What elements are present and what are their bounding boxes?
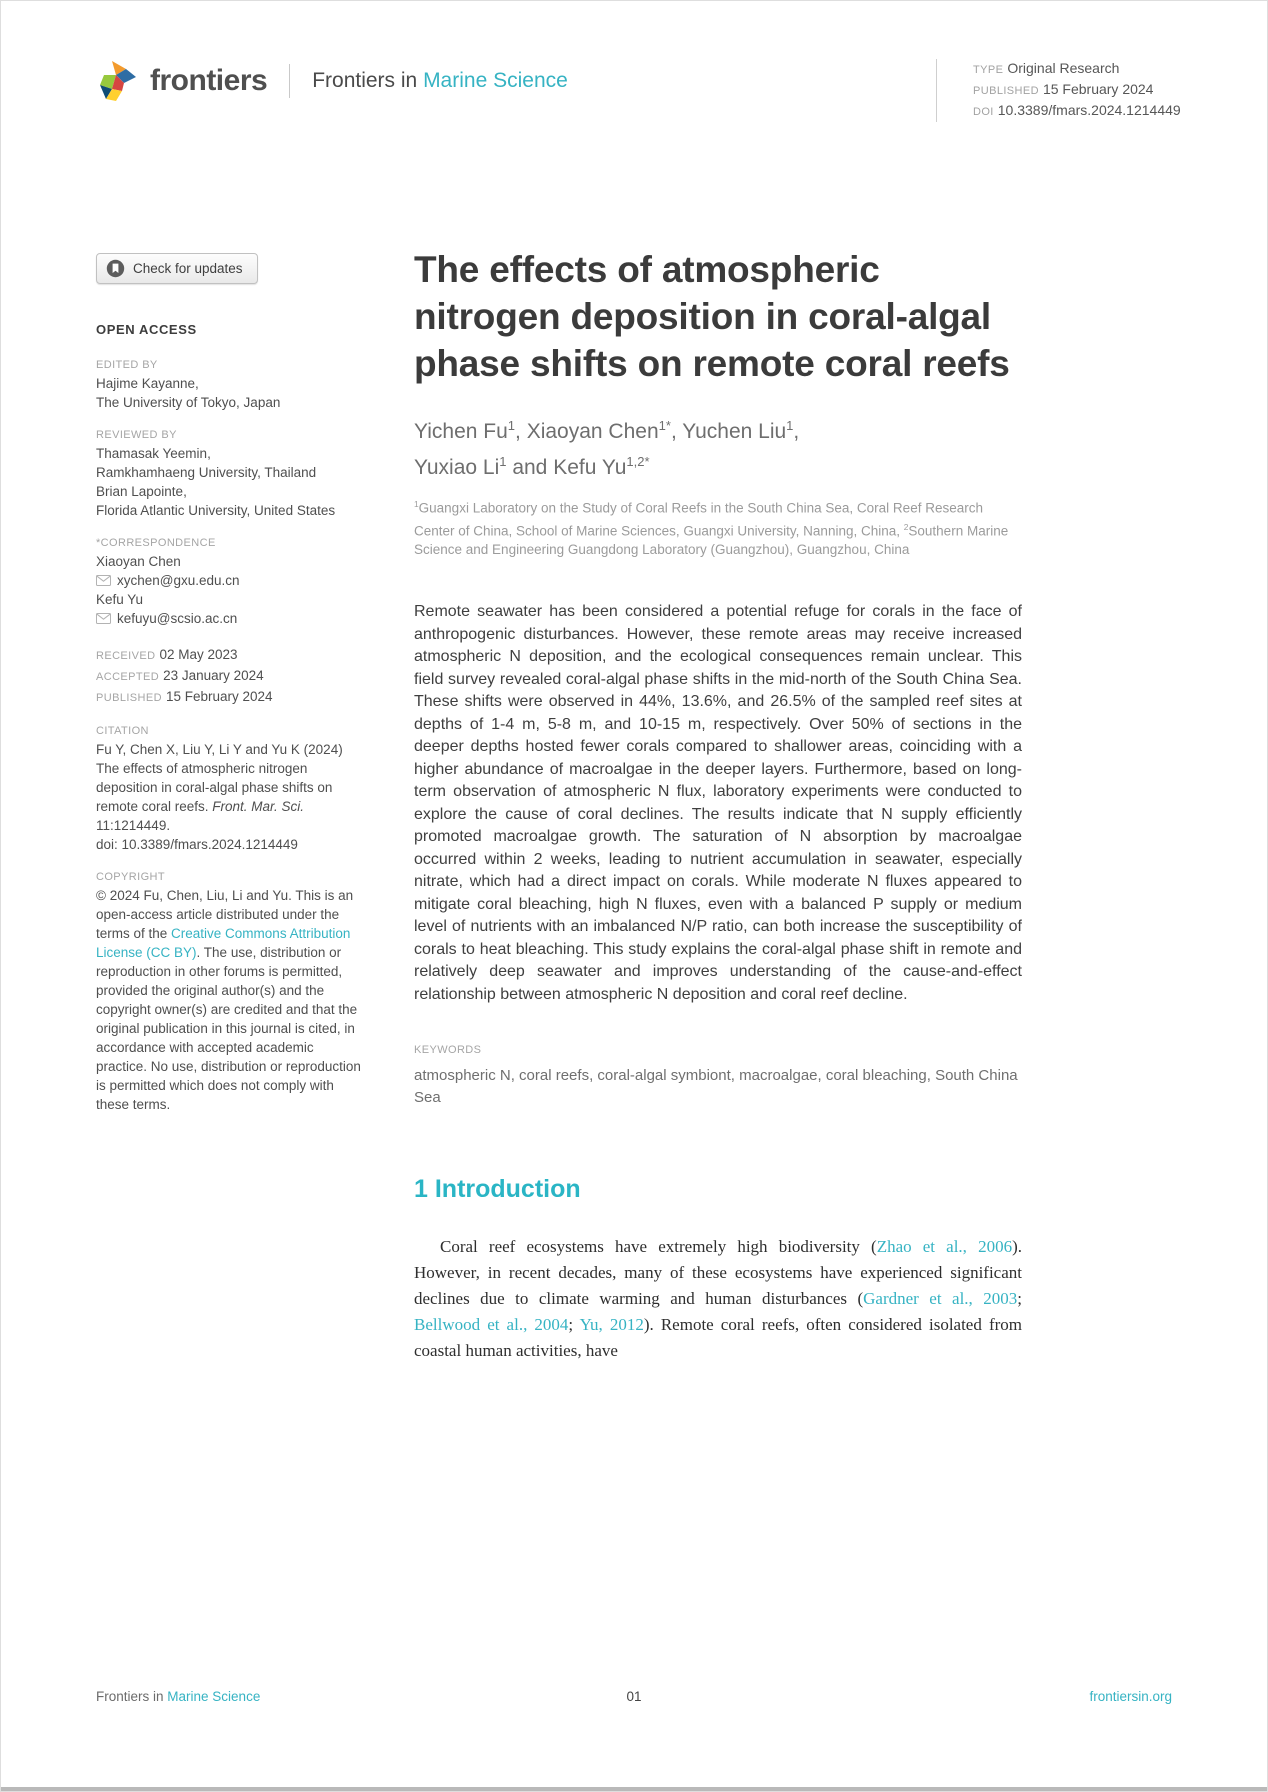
meta-published-row [973,80,1181,101]
text-run: 1 [786,418,794,433]
text-run: ). However, in recent decades, many of these ecosystems have experienced significant declines due to climate warming and human disturbances ( [414,1237,1022,1308]
copyright-text [96,886,366,1114]
author-list [414,411,1022,483]
page-number: 01 [626,1689,642,1704]
correspondent-email[interactable]: xychen@gxu.edu.cn [117,573,240,588]
dates-block [96,645,366,708]
crossmark-icon [106,259,125,278]
received-row [96,645,366,666]
copyright-label: COPYRIGHT [96,871,165,883]
keywords-text: atmospheric N, coral reefs, coral-algal symbiont, macroalgae, coral bleaching, South China Sea [414,1067,1018,1106]
text-run: Southern Marine Science and Engineering Guangdong Laboratory (Guangzhou), Guangzhou, China [414,523,1009,557]
text-run: Yuxiao Li [414,456,500,479]
envelope-icon [96,613,111,624]
correspondence-block [96,537,366,628]
journal-name: Marine Science [423,69,568,92]
introduction-heading: 1 Introduction [414,1175,581,1203]
cc-by-license-link[interactable]: Creative Commons Attribution License (CC BY) [96,926,351,960]
reviewer-affiliation: Florida Atlantic University, United States [96,503,336,518]
check-for-updates-label: Check for updates [133,261,243,276]
text-run: 2 [903,521,909,532]
received-label: RECEIVED [96,650,156,662]
published-label: PUBLISHED [96,692,162,704]
text-run: 1,2* [626,454,650,469]
received-date: 02 May 2023 [159,647,238,662]
meta-doi-row [973,101,1181,122]
reviewer-name: Thamasak Yeemin, [96,446,211,461]
article-meta-block [936,59,1181,122]
frontiers-brand [96,59,568,103]
edited-by-block [96,359,366,412]
citation-text [96,740,366,854]
citation-yu-2012[interactable]: Yu, 2012 [579,1315,644,1334]
text-run: ; [1017,1289,1022,1308]
correspondent-name: Xiaoyan Chen [96,554,181,569]
text-run: , Yuchen Liu [670,420,787,443]
edited-by-label: EDITED BY [96,359,158,371]
text-run: 1 [499,454,507,469]
frontiers-logo-icon [96,59,140,103]
citation-label: CITATION [96,725,149,737]
meta-type-value: Original Research [1007,60,1120,76]
text-run: © 2024 Fu, Chen, Liu, Li and Yu. This is an open-access article distributed under the terms of the [96,888,354,941]
accepted-label: ACCEPTED [96,671,160,683]
editor-affiliation: The University of Tokyo, Japan [96,395,281,410]
reviewer-name: Brian Lapointe, [96,484,187,499]
correspondent-email[interactable]: kefuyu@scsio.ac.cn [117,611,238,626]
text-run: . The use, distribution or reproduction in other forums is permitted, provided the original author(s) and the copyright owner(s) are credited and that the original publication in this journal is cited, in accordance with accepted academic practice. No use, distribution or reproduction is permitted which does not comply with these terms. [96,945,361,1112]
introduction-paragraph [414,1234,1022,1364]
correspondence-label: *CORRESPONDENCE [96,537,216,549]
text-run: Guangxi Laboratory on the Study of Coral Reefs in the South China Sea, Coral Reef Research Center of China, School of Marine Sciences, Guangxi University, Nanning, China, [414,500,983,538]
meta-published-value: 15 February 2024 [1042,81,1154,97]
text-run: doi: 10.3389/fmars.2024.1214449 [96,837,298,852]
citation-zhao-2006[interactable]: Zhao et al., 2006 [876,1237,1013,1256]
meta-type-label: TYPE [973,64,1004,76]
abstract-text: Remote seawater has been considered a potential refuge for corals in the face of anthropogenic disturbances. However, these remote areas may receive increased atmospheric N deposition, and the ecological consequences remain unclear. This field survey revealed coral-algal phase shifts in the mid-north of the South China Sea. These shifts were observed in 44%, 13.6%, and 26.5% of the sampled reef sites at depths of 1-4 m, 5-8 m, and 10-15 m, respectively. Over 50% of sections in the deeper depths hosted fewer corals compared to shallower areas, coinciding with a higher abundance of macroalgae in the deeper layers. Furthermore, based on long-term observation of atmospheric N flux, laboratory experiments were conducted to explore the cause of coral declines. The results indicate that N supply efficiently promoted macroalgae growth. The saturation of N absorption by macroalgae occurred within 2 weeks, leading to nutrient accumulation in seawater, especially nitrate, which had a direct impact on corals. While moderate N fluxes appeared to mitigate coral bleaching, high N fluxes, even with a balanced P supply or medium level of nutrients with an imbalanced N/P ratio, can both increase the susceptibility of corals to heat bleaching. This study explains the coral-algal phase shift in remote and relatively deep seawater and improves understanding of the cause-and-effect relationship between atmospheric N deposition and coral reef decline. [414,603,1022,1003]
article-info-sidebar [96,253,366,1131]
copyright-block [96,871,366,1114]
footer-journal-name: Marine Science [167,1689,261,1704]
article-main-column [414,246,1022,1364]
text-run: ). Remote coral reefs, often considered isolated from coastal human activities, have [414,1315,1022,1360]
published-date: 15 February 2024 [165,689,273,704]
footer-site-link[interactable]: frontiersin.org [1089,1689,1172,1704]
open-access-badge: OPEN ACCESS [96,322,197,337]
page-header [96,59,1181,119]
keywords-label: KEYWORDS [414,1044,482,1056]
check-for-updates-button[interactable] [96,253,258,284]
envelope-icon [96,575,111,586]
footer-journal-prefix: Frontiers in [96,1689,168,1704]
citation-block [96,725,366,854]
text-run: ; [568,1315,580,1334]
citation-bellwood-2004[interactable]: Bellwood et al., 2004 [414,1315,569,1334]
reviewed-by-block [96,429,366,520]
correspondent-name: Kefu Yu [96,592,144,607]
meta-doi-label: DOI [973,106,994,118]
text-run: , Xiaoyan Chen [515,420,659,443]
text-run: 1* [658,418,671,433]
published-row [96,687,366,708]
text-run: Yichen Fu [414,420,508,443]
text-run: Fu Y, Chen X, Liu Y, Li Y and Yu K (2024) The effects of atmospheric nitrogen deposition in coral-algal phase shifts on remote coral reefs. [96,742,343,814]
meta-type-row [973,59,1181,80]
text-run: 11:1214449. [96,818,171,833]
logo-wordmark: frontiers [150,64,268,97]
accepted-date: 23 January 2024 [163,668,264,683]
meta-published-label: PUBLISHED [973,85,1039,97]
text-run: , [793,420,800,443]
text-run: Front. Mar. Sci. [212,799,305,814]
brand-divider [289,64,290,98]
reviewer-affiliation: Ramkhamhaeng University, Thailand [96,465,317,480]
journal-title [312,69,568,93]
journal-prefix: Frontiers in [312,69,418,92]
meta-doi-value: 10.3389/fmars.2024.1214449 [997,102,1181,118]
text-run: Coral reef ecosystems have extremely high biodiversity ( [440,1237,877,1256]
reviewed-by-label: REVIEWED BY [96,429,177,441]
citation-gardner-2003[interactable]: Gardner et al., 2003 [863,1289,1018,1308]
text-run: 1 [507,418,516,433]
text-run: 1 [414,499,419,509]
affiliations [414,495,1022,559]
editor-name: Hajime Kayanne, [96,376,199,391]
article-title: The effects of atmospheric nitrogen deposition in coral-algal phase shifts on remote coral reefs [414,249,1010,384]
accepted-row [96,666,366,687]
text-run: and Kefu Yu [506,456,627,479]
